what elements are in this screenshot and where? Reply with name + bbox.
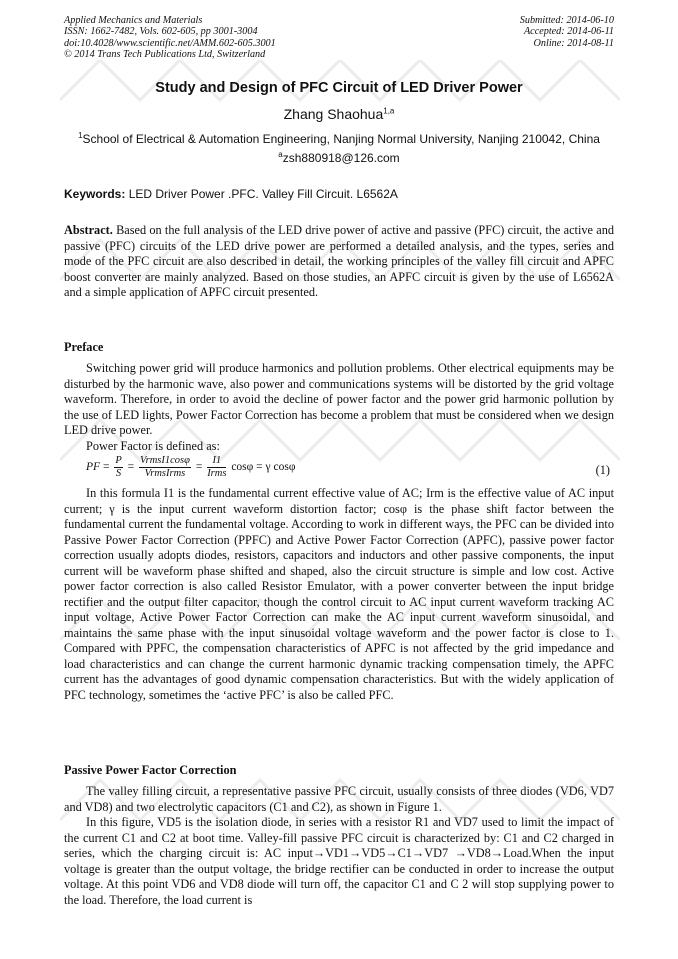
journal-copyright: © 2014 Trans Tech Publications Ltd, Switzerland [64,49,266,61]
keywords-text: LED Driver Power .PFC. Valley Fill Circuit. L6562A [128,187,398,201]
preface-heading: Preface [64,340,104,354]
fraction-den: S [115,468,122,479]
journal-doi: doi:10.4028/www.scientific.net/AMM.602-605.3001 [64,37,276,49]
fraction-den: VrmsIrms [144,468,186,479]
accepted-date: Accepted: 2014-06-11 [523,26,614,38]
email-address: zsh880918@126.com [282,151,400,165]
fraction-num: P [115,455,122,466]
formula-tail: cosφ = γ cosφ [231,461,296,474]
ppfc-para1 [64,784,614,815]
preface-para1-text: Switching power grid will produce harmonics and pollution problems. Other electrical equipments may be disturbed by the harmonic wave, also power and communications systems will be distorted by the grid voltage waveform. Therefore, in order to avoid the decline of power factor and the power grid harmonic pollution by the use of LED lights, Power Factor Correction has become a problem that must be considered when we design LED drive power. [64,361,614,437]
email-line [0,150,678,165]
preface-para1 [64,361,614,439]
author-name: Zhang Shaohua [283,106,384,122]
dates-header [520,15,614,49]
formula-lhs: PF [86,461,101,474]
power-factor-formula: PF = $\frac{P}{S}$ = $\frac{\text{VrmsI1cosφ}}{\text{VrmsIrms}}$ = $\frac{I1}{\text{Irms}}$ cosφ = γ cosφ (1) [86,455,610,479]
equation-number: (1) [595,463,610,477]
paper-title: Study and Design of PFC Circuit of LED Driver Power [155,80,523,96]
keywords-label: Keywords: [64,187,126,201]
keywords-line [64,187,398,201]
ppfc-para2-text: In this figure, VD5 is the isolation diode, in series with a resistor R1 and VD7 used to limit the impact of the current C1 and C2 at boot time. Valley-fill passive PFC circuit is characterized by: C1 and C2 charged in series, which the charging circuit is: AC input→VD1→VD5→C1→VD7 →VD8→Load.When the input voltage is greater than the output voltage, the bridge rectifier can be conducted in order to increase the output voltage. At this point VD6 and VD8 diode will turn off, the capacitor C1 and C 2 will stop supplying power to the load. Therefore, the load current is [64,815,614,907]
online-date: Online: 2014-08-11 [533,37,614,49]
ppfc-heading: Passive Power Factor Correction [64,763,237,777]
email-sup: a [278,150,283,159]
journal-issn: ISSN: 1662-7482, Vols. 602-605, pp 3001-3004 [64,26,258,38]
ppfc-para1-text: The valley filling circuit, a representative passive PFC circuit, usually consists of three diodes (VD6, VD7 and VD8) and two electrolytic capacitors (C1 and C2), as shown in Figure 1. [64,784,614,814]
journal-name: Applied Mechanics and Materials [64,15,203,26]
fraction-num: VrmsI1cosφ [139,455,190,466]
preface-para2-text: Power Factor is defined as: [86,439,220,453]
fraction-den: Irms [207,468,227,479]
affiliation-sup: 1 [78,131,83,140]
author-sup: 1,a [383,106,395,116]
abstract-block [64,223,614,301]
submitted-date: Submitted: 2014-06-10 [519,15,614,26]
abstract-label: Abstract. [64,223,113,237]
fraction-num: I1 [207,455,226,468]
affiliation-text: School of Electrical & Automation Engineering, Nanjing Normal University, Nanjing 210042, China [82,132,600,146]
fraction-i1-irms [207,455,226,480]
abstract-text: Based on the full analysis of the LED drive power of active and passive (PFC) circuit, the active and passive (PFC) circuits of the LED drive power are performed a detailed analysis, and the types, series and mode of the PFC circuit are also described in detail, the working principles of the valley fill circuit and APFC boost converter are mainly analyzed. Based on those studies, an APFC circuit is given by the use of L6562A and a simple application of APFC circuit presented. [64,223,614,299]
affiliation [0,131,678,146]
preface-para3-text: In this formula I1 is the fundamental current effective value of AC; Irm is the effective value of AC input current; γ is the input current waveform distortion factor; cosφ is the phase shift factor between the fundamental current the fundamental voltage. According to work in different ways, the PFC can be divided into Passive Power Factor Correction (PPFC) and Active Power Factor Correction (APFC), passive power factor correction usually adopts diodes, resistors, capacitors and inductors and other passive components, the input current will be waveform phase shifted and shaped, also the circuit structure is simple and low cost. Active power factor correction is also called Resistor Emulator, with a power converter between the input bridge rectifier and the output filter capacitor, though the control circuit to AC input current waveform tracking AC input voltage, Active Power Factor Correction can make the AC input current waveform sinusoidal, and maintains the same phase with the input sinusoidal voltage waveform and the power factor is close to 1. Compared with PPFC, the compensation characteristics of APFC is not affected by the grid impedance and load characteristics and can change the current harmonic dynamic tracking compensation timely, the APFC current has the advantages of good dynamic compensation characteristics. But with the widely application of PFC technology, sometimes the ‘active PFC’ is also be called PFC. [64,486,614,702]
preface-para3 [64,486,614,703]
fraction-v-i [139,455,191,480]
journal-header [64,15,276,61]
preface-para2 [64,439,614,455]
ppfc-para2 [64,815,614,908]
fraction-p-s [114,455,122,480]
author-line [0,106,678,122]
